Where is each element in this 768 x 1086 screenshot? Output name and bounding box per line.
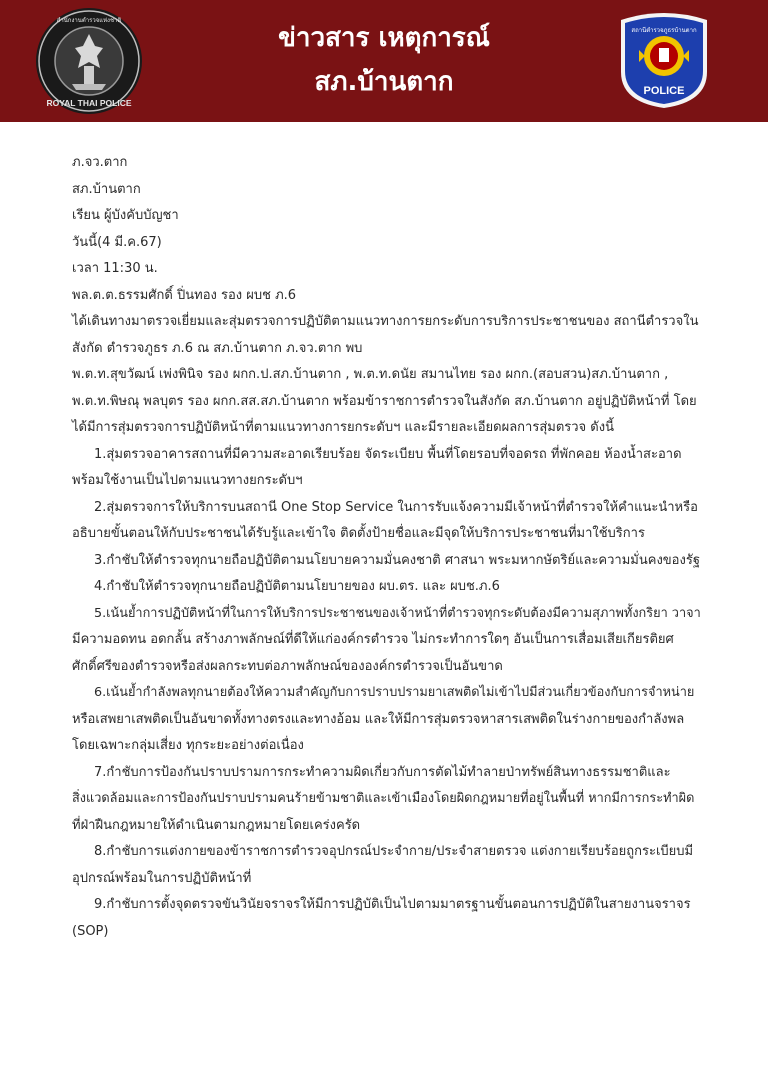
- list-item-6-cont: หรือเสพยาเสพติดเป็นอันขาดทั้งทางตรงและทางอ้อม และให้มีการสุ่มตรวจหาสารเสพติดในร่างกายของกำลังพล: [72, 711, 685, 727]
- station-line: สภ.บ้านตาก: [72, 181, 141, 197]
- salutation-line: เรียน ผู้บังคับบัญชา: [72, 208, 179, 223]
- list-item-7-cont: ที่ฝ่าฝืนกฎหมายให้ดำเนินตามกฎหมายโดยเคร่งครัด: [72, 817, 361, 833]
- list-item-9: 9.กำชับการตั้งจุดตรวจขันวินัยจราจรให้มีการปฏิบัติเป็นไปตามมาตรฐานขั้นตอนการปฏิบัติในสายงานจราจร: [94, 897, 691, 912]
- list-item-2-cont: อธิบายขั้นตอนให้กับประชาชนได้รับรู้และเข้าใจ ติดตั้งป้ายชื่อและมีจุดให้บริการประชาชนที่มาใช้บริการ: [72, 526, 645, 541]
- news-body: [72, 150, 702, 945]
- list-item-7-cont: สิ่งแวดล้อมและการป้องกันปราบปรามคนร้ายข้ามชาติและเข้าเมืองโดยผิดกฎหมายที่อยู่ในพื้นที่ หากมีการกระทำผิด: [72, 791, 695, 806]
- list-item-2: 2.สุ่มตรวจการให้บริการบนสถานี One Stop Service ในการรับแจ้งความมีเจ้าหน้าที่ตำรวจให้คำแนะนำหรือ: [94, 499, 698, 515]
- list-item-5-cont: ศักดิ์ศรีของตำรวจหรือส่งผลกระทบต่อภาพลักษณ์ขององค์กรตำรวจเป็นอันขาด: [72, 658, 503, 674]
- body-text-line: สังกัด ตำรวจภูธร ภ.6 ณ สภ.บ้านตาก ภ.จว.ตาก พบ: [72, 340, 363, 356]
- body-text-line: พ.ต.ท.สุขวัฒน์ เพ่งพินิจ รอง ผกก.ป.สภ.บ้านตาก , พ.ต.ท.ดนัย สมานไทย รอง ผกก.(สอบสวน)สภ.บ้านตาก ,: [72, 367, 669, 382]
- body-text-line: พ.ต.ท.พิษณุ พลบุตร รอง ผกก.สส.สภ.บ้านตาก พร้อมข้าราชการตำรวจในสังกัด สภ.บ้านตาก อยู่ปฏิบัติหน้าที่ โดย: [72, 393, 697, 409]
- police-badge-icon: [615, 10, 713, 110]
- emblem-bottom-text: ROYAL THAI POLICE: [46, 98, 132, 108]
- list-item-8-cont: อุปกรณ์พร้อมในการปฏิบัติหน้าที่: [72, 870, 252, 886]
- list-item-4: 4.กำชับให้ตำรวจทุกนายถือปฏิบัติตามนโยบายของ ผบ.ตร. และ ผบช.ภ.6: [94, 579, 500, 594]
- list-item-6-cont: โดยเฉพาะกลุ่มเสี่ยง ทุกระยะอย่างต่อเนื่อง: [72, 738, 304, 753]
- body-text-line: ได้มีการสุ่มตรวจการปฏิบัติหน้าที่ตามแนวทางการยกระดับฯ และมีรายละเอียดผลการสุ่มตรวจ ดังนี้: [72, 420, 614, 435]
- list-item-5: 5.เน้นย้ำการปฏิบัติหน้าที่ในการให้บริการประชาชนของเจ้าหน้าที่ตำรวจทุกระดับต้องมีความสุภาพทั้งกริยา วาจา: [94, 605, 701, 621]
- list-item-8: 8.กำชับการแต่งกายของข้าราชการตำรวจอุปกรณ์ประจำกาย/ประจำสายตรวจ แต่งกายเรียบร้อยถูกระเบียบมี: [94, 844, 694, 859]
- station-name: สภ.บ้านตาก: [314, 67, 454, 97]
- time-line: เวลา 11:30 น.: [72, 261, 158, 276]
- page-title: ข่าวสาร เหตุการณ์: [278, 23, 490, 53]
- list-item-7: 7.กำชับการป้องกันปราบปรามการกระทำความผิดเกี่ยวกับการตัดไม้ทำลายป่าทรัพย์สินทางธรรมชาติและ: [94, 764, 671, 780]
- list-item-9-cont: (SOP): [72, 923, 109, 939]
- list-item-6: 6.เน้นย้ำกำลังพลทุกนายต้องให้ความสำคัญกับการปราบปรามยาเสพติดไม่เข้าไปมีส่วนเกี่ยวข้องกับการจำหน่าย: [94, 685, 695, 700]
- official-line: พล.ต.ต.ธรรมศักดิ์ ปิ่นทอง รอง ผบช ภ.6: [72, 287, 297, 303]
- date-line: วันนี้(4 มี.ค.67): [72, 234, 162, 250]
- badge-top-text: สถานีตำรวจภูธรบ้านตาก: [631, 27, 697, 34]
- emblem-top-text: สำนักงานตำรวจแห่งชาติ: [56, 17, 122, 24]
- body-text-line: ได้เดินทางมาตรวจเยี่ยมและสุ่มตรวจการปฏิบัติตามแนวทางการยกระดับการบริการประชาชนของ สถานีตำรวจใน: [72, 314, 699, 329]
- list-item-3: 3.กำชับให้ตำรวจทุกนายถือปฏิบัติตามนโยบายความมั่นคงชาติ ศาสนา พระมหากษัตริย์และความมั่นคงของรัฐ: [94, 552, 700, 568]
- badge-police-label: POLICE: [643, 85, 685, 97]
- header-banner: [0, 0, 768, 122]
- list-item-5-cont: มีความอดทน อดกลั้น สร้างภาพลักษณ์ที่ดีให้แก่องค์กรตำรวจ ไม่กระทำการใดๆ อันเป็นการเสื่อมเสียเกียรติยศ: [72, 632, 674, 647]
- province-line: ภ.จว.ตาก: [72, 155, 128, 170]
- list-item-1: 1.สุ่มตรวจอาคารสถานที่มีความสะอาดเรียบร้อย จัดระเบียบ พื้นที่โดยรอบที่จอดรถ ที่พักคอย ห้องน้ำสะอาด: [94, 446, 682, 462]
- list-item-1-cont: พร้อมใช้งานเป็นไปตามแนวทางยกระดับฯ: [72, 473, 303, 488]
